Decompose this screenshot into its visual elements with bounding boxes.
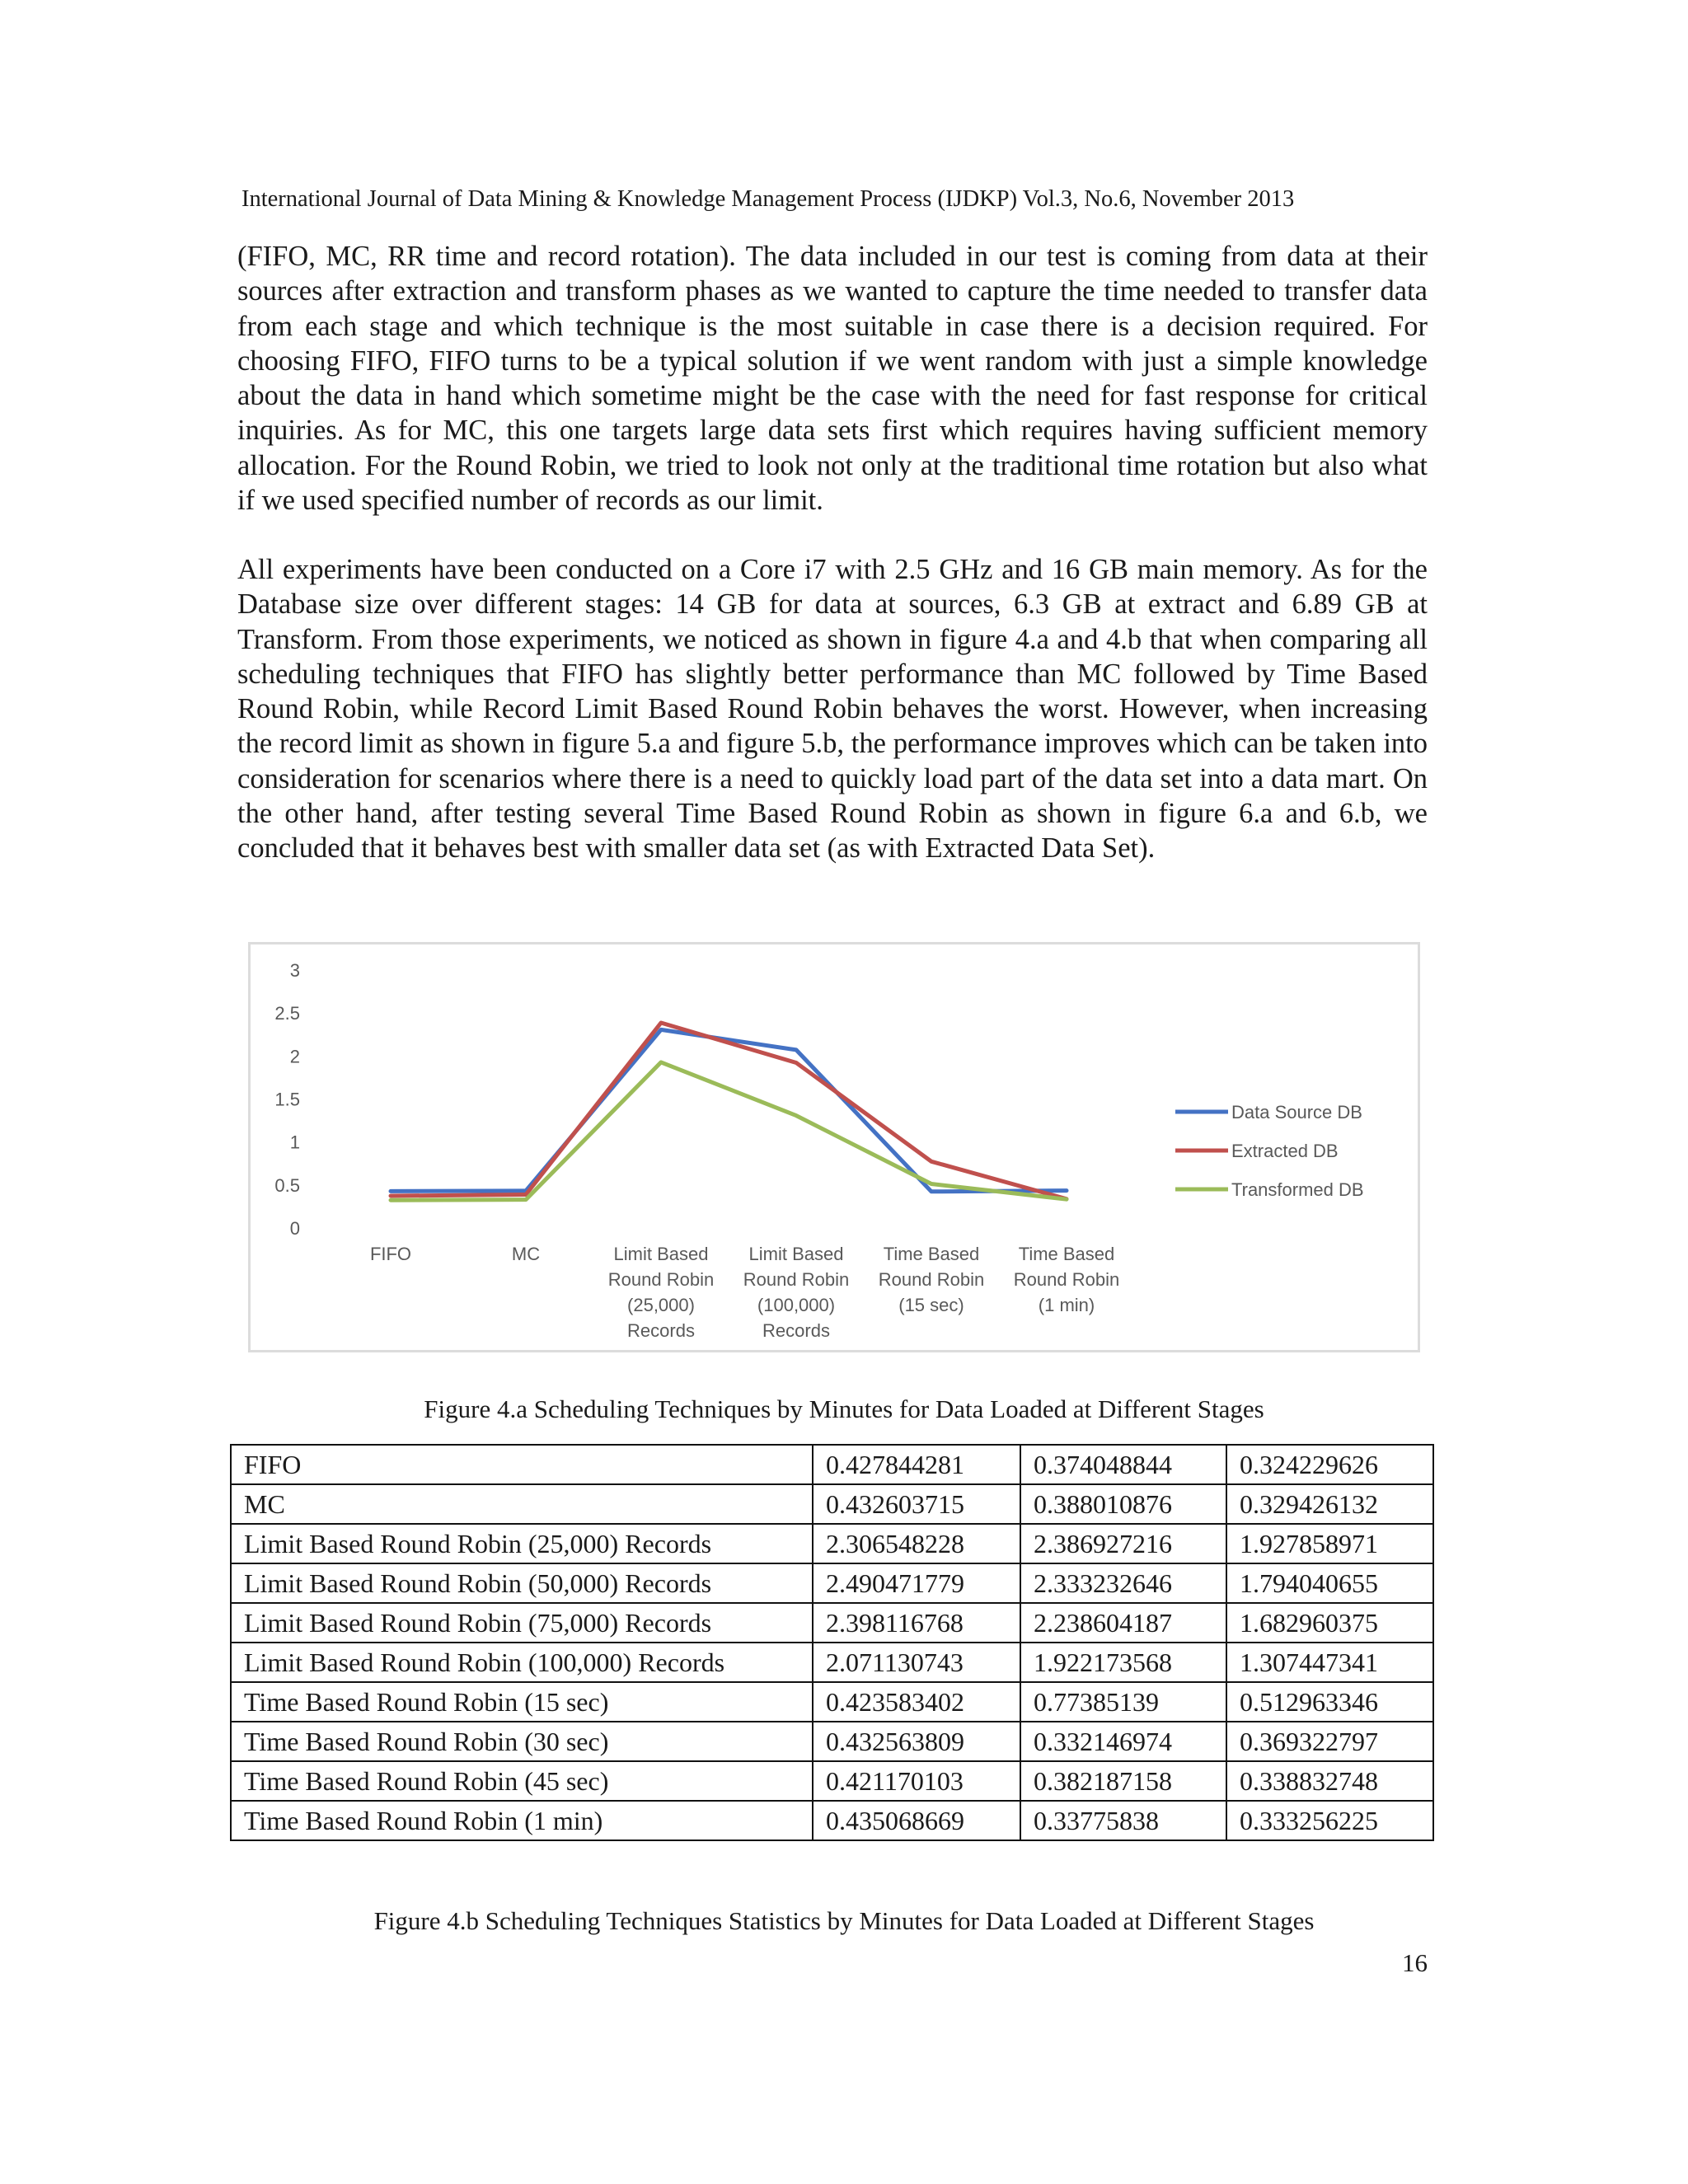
value-cell: 2.490471779 [813,1563,1020,1603]
value-cell: 2.398116768 [813,1603,1020,1643]
table-row [231,1682,1433,1722]
value-cell: 0.432563809 [813,1722,1020,1761]
data-point [931,1160,933,1163]
row-label-cell: Limit Based Round Robin (25,000) Records [231,1524,813,1563]
y-tick-label: 3 [289,960,300,981]
figure-caption-4a: Figure 4.a Scheduling Techniques by Minutes for Data Loaded at Different Stages [424,1394,1264,1423]
value-cell: 2.386927216 [1020,1524,1226,1563]
row-label-cell: FIFO [231,1445,813,1484]
data-point [660,1029,663,1031]
data-point [660,1061,663,1063]
value-cell: 0.329426132 [1226,1484,1433,1524]
page-number: 16 [1402,1948,1428,1977]
table-row [231,1722,1433,1761]
row-label-cell: Time Based Round Robin (45 sec) [231,1761,813,1801]
value-cell: 1.794040655 [1226,1563,1433,1603]
line-chart-figure-4a [248,942,1420,1352]
row-label-cell: Limit Based Round Robin (100,000) Records [231,1643,813,1682]
journal-header: International Journal of Data Mining & Knowledge Management Process (IJDKP) Vol.3, No.6, November 2013 [241,186,1295,212]
value-cell: 1.922173568 [1020,1643,1226,1682]
y-tick-label: 1 [289,1132,300,1153]
value-cell: 2.238604187 [1020,1603,1226,1643]
data-point [931,1183,933,1185]
value-cell: 0.333256225 [1226,1801,1433,1840]
value-cell: 0.435068669 [813,1801,1020,1840]
series-line [391,1023,1067,1199]
data-point [931,1190,933,1193]
value-cell: 2.071130743 [813,1643,1020,1682]
value-cell: 0.33775838 [1020,1801,1226,1840]
value-cell: 0.382187158 [1020,1761,1226,1801]
value-cell: 0.369322797 [1226,1722,1433,1761]
data-point [525,1193,528,1196]
value-cell: 0.77385139 [1020,1682,1226,1722]
x-tick-label: Limit Based Round Robin (100,000) Records [743,1244,850,1341]
y-tick-label: 2.5 [274,1003,300,1024]
body-paragraph: All experiments have been conducted on a Core i7 with 2.5 GHz and 16 GB main memory. As for the Database size over different stages: 14 GB for data at sources, 6.3 GB at extract and 6.89 GB at Transform. From those experiments, we noticed as shown in figure 4.a and 4.b that when comparing all scheduling techniques that FIFO has slightly better performance than MC followed by Time Based Round Robin, while Record Limit Based Round Robin behaves the worst. However, when increasing the record limit as shown in figure 5.a and figure 5.b, the performance improves which can be taken into consideration for scenarios where there is a need to quickly load part of the data set into a data mart. On the other hand, after testing several Time Based Round Robin as shown in figure 6.a and 6.b, we concluded that it behaves best with smaller data set (as with Extracted Data Set). [237,554,1428,865]
data-point [1066,1198,1068,1201]
x-tick-label: MC [511,1244,541,1264]
x-tick-label: Limit Based Round Robin (25,000) Records [607,1244,715,1341]
data-point [660,1022,663,1024]
series-line [391,1029,1067,1191]
x-tick-label: FIFO [369,1244,412,1264]
value-cell: 1.927858971 [1226,1524,1433,1563]
value-cell: 0.388010876 [1020,1484,1226,1524]
y-tick-label: 0.5 [274,1174,300,1196]
table-row [231,1524,1433,1563]
row-label-cell: MC [231,1484,813,1524]
line-chart-svg [251,944,1418,1350]
value-cell: 2.306548228 [813,1524,1020,1563]
x-tick-label: Time Based Round Robin (15 sec) [878,1244,985,1315]
row-label-cell: Limit Based Round Robin (75,000) Records [231,1603,813,1643]
data-point [390,1190,392,1193]
data-point [390,1195,392,1197]
value-cell: 0.374048844 [1020,1445,1226,1484]
table-row [231,1484,1433,1524]
row-label-cell: Time Based Round Robin (1 min) [231,1801,813,1840]
y-tick-label: 2 [289,1046,300,1067]
value-cell: 0.332146974 [1020,1722,1226,1761]
y-tick-label: 1.5 [274,1089,300,1110]
table-row [231,1643,1433,1682]
legend-label: Extracted DB [1231,1141,1339,1161]
row-label-cell: Time Based Round Robin (15 sec) [231,1682,813,1722]
x-tick-label: Time Based Round Robin (1 min) [1013,1244,1120,1315]
table-row [231,1801,1433,1840]
legend-label: Data Source DB [1231,1102,1362,1122]
statistics-table [230,1444,1434,1841]
value-cell: 0.421170103 [813,1761,1020,1801]
figure-caption-4b: Figure 4.b Scheduling Techniques Statistics by Minutes for Data Loaded at Different Stages [373,1906,1315,1935]
value-cell: 0.427844281 [813,1445,1020,1484]
legend-label: Transformed DB [1231,1179,1364,1200]
data-point [795,1048,798,1051]
value-cell: 0.423583402 [813,1682,1020,1722]
value-cell: 0.324229626 [1226,1445,1433,1484]
value-cell: 1.682960375 [1226,1603,1433,1643]
value-cell: 0.338832748 [1226,1761,1433,1801]
data-point [390,1199,392,1202]
table-row [231,1445,1433,1484]
row-label-cell: Time Based Round Robin (30 sec) [231,1722,813,1761]
data-point [795,1114,798,1117]
data-point [1066,1189,1068,1192]
body-paragraph: (FIFO, MC, RR time and record rotation). The data included in our test is coming from data at their sources after extraction and transform phases as we wanted to capture the time needed to transfer data from each stage and which technique is the most suitable in case there is a decision required. For choosing FIFO, FIFO turns to be a typical solution if we went random with just a simple knowledge about the data in hand which sometime might be the case with the need for fast response for critical inquiries. As for MC, this one targets large data sets first which requires having sufficient memory allocation. For the Round Robin, we tried to look not only at the traditional time rotation but also what if we used specified number of records as our limit. [237,241,1428,517]
value-cell: 2.333232646 [1020,1563,1226,1603]
row-label-cell: Limit Based Round Robin (50,000) Records [231,1563,813,1603]
value-cell: 1.307447341 [1226,1643,1433,1682]
table-row [231,1761,1433,1801]
table-row [231,1603,1433,1643]
data-point [795,1062,798,1064]
table-row [231,1563,1433,1603]
series-line [391,1062,1067,1200]
value-cell: 0.512963346 [1226,1682,1433,1722]
value-cell: 0.432603715 [813,1484,1020,1524]
y-tick-label: 0 [289,1218,300,1239]
data-point [525,1198,528,1201]
